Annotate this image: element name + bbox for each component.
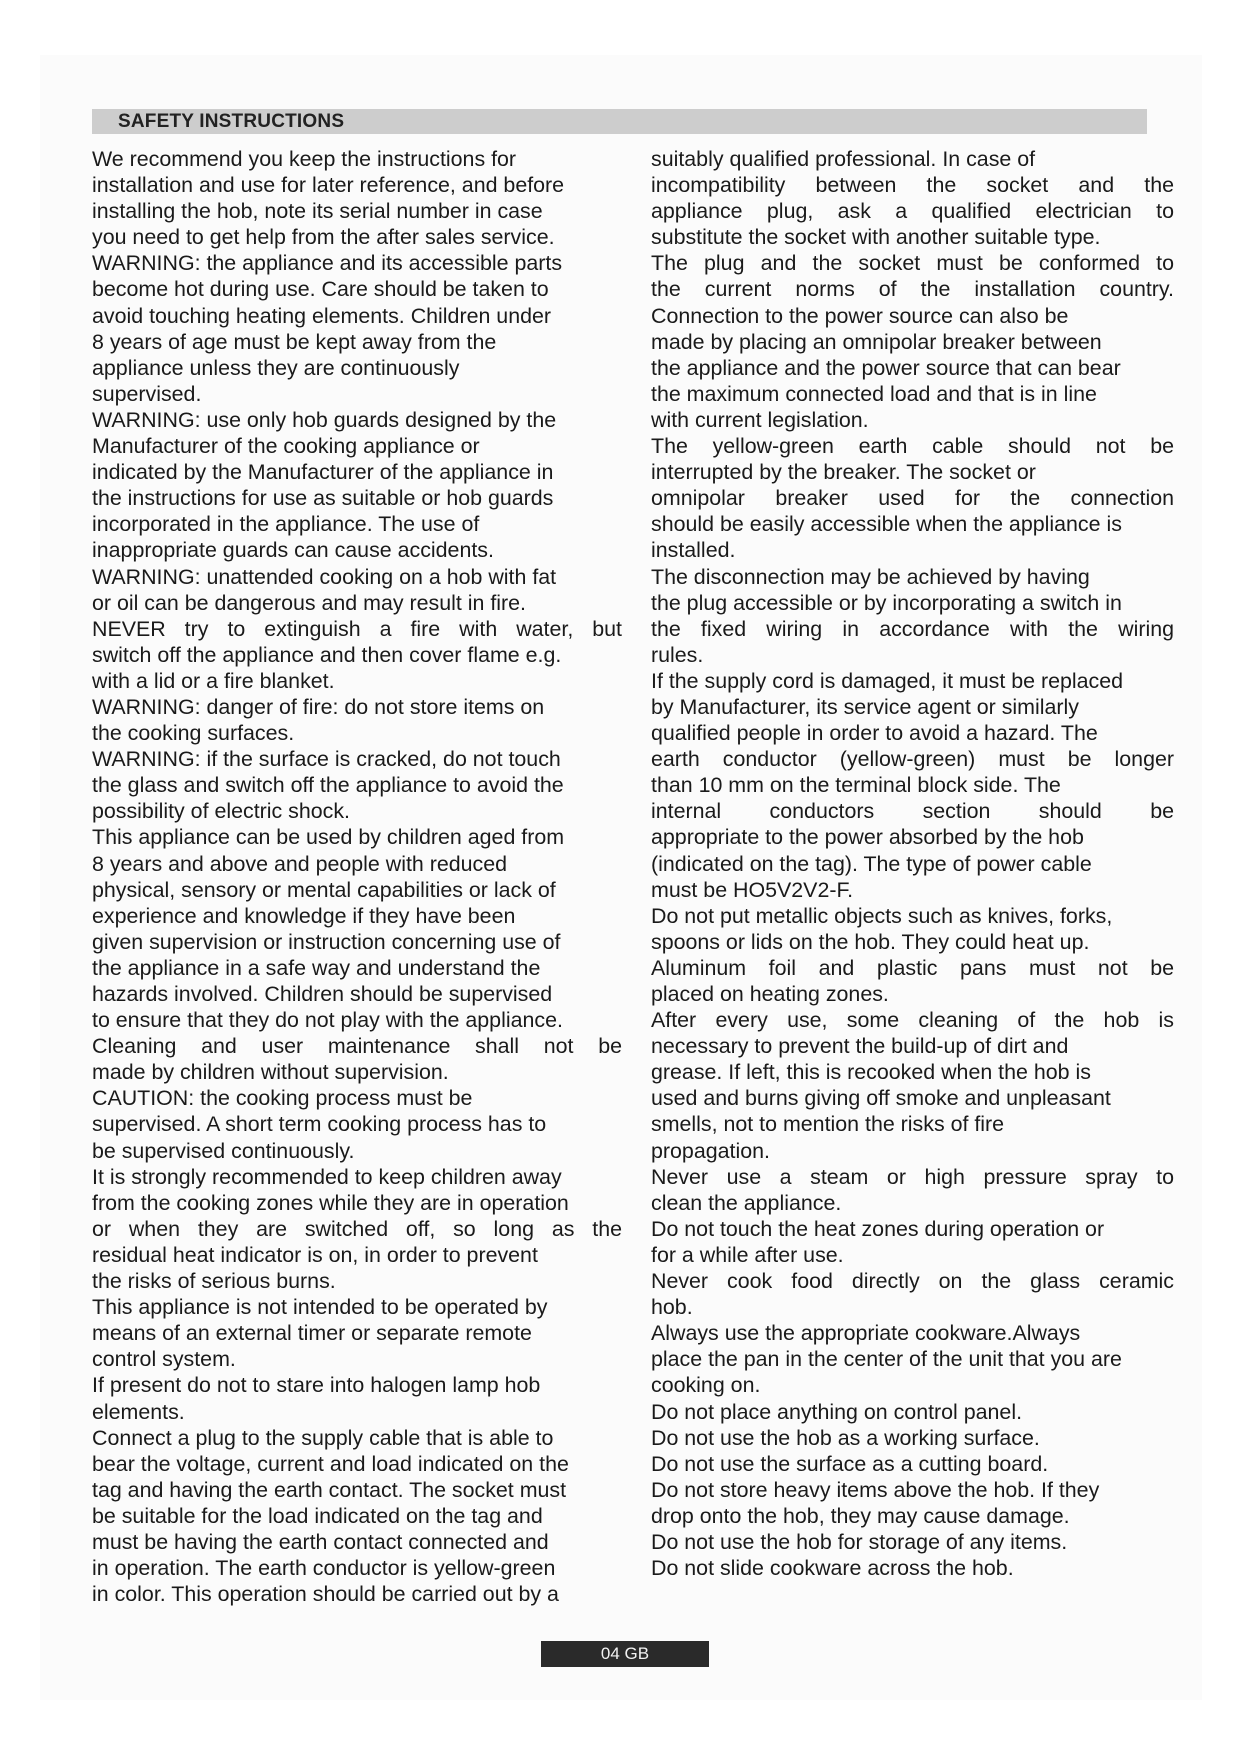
text-line: the instructions for use as suitable or hob guards: [92, 486, 554, 511]
left-text-column: [92, 146, 622, 1607]
text-line: residual heat indicator is on, in order to prevent: [92, 1242, 538, 1267]
text-line: smells, not to mention the risks of fire: [651, 1112, 1005, 1137]
text-line: installation and use for later reference, and before: [92, 173, 565, 198]
text-line: WARNING: use only hob guards designed by the: [92, 407, 557, 432]
text-line: internal conductors section should be: [651, 799, 1174, 824]
text-line: rules.: [651, 642, 704, 667]
text-line: hazards involved. Children should be supervised: [92, 982, 553, 1006]
text-line: (indicated on the tag). The type of power cable: [651, 851, 1092, 876]
text-line: by Manufacturer, its service agent or similarly: [651, 694, 1079, 719]
text-line: indicated by the Manufacturer of the appliance in: [92, 460, 554, 485]
text-line: cooking on.: [651, 1373, 761, 1398]
text-line: NEVER try to extinguish a fire with water, but: [92, 616, 622, 641]
text-line: for a while after use.: [651, 1242, 844, 1267]
text-line: WARNING: danger of fire: do not store items on: [92, 694, 545, 719]
text-line: from the cooking zones while they are in operation: [92, 1190, 569, 1215]
text-line: incompatibility between the socket and the: [651, 173, 1174, 198]
text-line: possibility of electric shock.: [92, 799, 350, 824]
text-line: substitute the socket with another suitable type.: [651, 225, 1101, 250]
text-line: incorporated in the appliance. The use of: [92, 512, 480, 537]
text-line: The yellow-green earth cable should not be: [651, 434, 1174, 459]
text-line: propagation.: [651, 1138, 770, 1163]
text-line: the glass and switch off the appliance to avoid the: [92, 773, 564, 798]
text-line: made by children without supervision.: [92, 1060, 449, 1085]
text-line: We recommend you keep the instructions for: [92, 147, 517, 171]
text-line: grease. If left, this is recooked when the hob is: [651, 1060, 1091, 1085]
section-title: SAFETY INSTRUCTIONS: [118, 111, 345, 132]
text-line: you need to get help from the after sales service.: [92, 225, 555, 250]
text-line: control system.: [92, 1347, 236, 1372]
text-line: qualified people in order to avoid a hazard. The: [651, 721, 1098, 746]
text-line: appliance plug, ask a qualified electrician to: [651, 199, 1174, 224]
text-line: the fixed wiring in accordance with the wiring: [651, 616, 1174, 641]
text-line: physical, sensory or mental capabilities or lack of: [92, 877, 556, 902]
right-text-column: [651, 146, 1174, 1581]
text-line: installing the hob, note its serial number in case: [92, 199, 543, 224]
text-line: appliance unless they are continuously: [92, 355, 460, 380]
text-line: hob.: [651, 1295, 693, 1320]
text-line: This appliance is not intended to be operated by: [92, 1295, 548, 1320]
text-line: in operation. The earth conductor is yellow-green: [92, 1556, 556, 1581]
text-line: place the pan in the center of the unit that you are: [651, 1347, 1122, 1372]
text-line: become hot during use. Care should be taken to: [92, 277, 549, 302]
text-line: Do not put metallic objects such as knives, forks,: [651, 903, 1113, 928]
text-line: must be having the earth contact connected and: [92, 1529, 549, 1554]
text-line: necessary to prevent the build-up of dirt and: [651, 1034, 1069, 1059]
text-line: Do not use the hob as a working surface.: [651, 1425, 1040, 1450]
text-line: to ensure that they do not play with the appliance.: [92, 1008, 563, 1033]
text-line: Do not touch the heat zones during operation or: [651, 1216, 1105, 1241]
text-line: or oil can be dangerous and may result in fire.: [92, 590, 526, 615]
text-line: clean the appliance.: [651, 1190, 842, 1215]
text-line: placed on heating zones.: [651, 982, 889, 1006]
text-line: WARNING: unattended cooking on a hob with fat: [92, 564, 557, 589]
text-line: Never use a steam or high pressure spray to: [651, 1164, 1174, 1189]
text-line: installed.: [651, 538, 736, 563]
text-line: earth conductor (yellow-green) must be longer: [651, 747, 1174, 772]
text-line: omnipolar breaker used for the connection: [651, 486, 1174, 511]
text-line: Connection to the power source can also be: [651, 303, 1069, 328]
text-line: the appliance in a safe way and understand the: [92, 955, 541, 980]
text-line: Do not use the hob for storage of any items.: [651, 1529, 1068, 1554]
text-line: This appliance can be used by children aged from: [92, 825, 565, 850]
text-line: The plug and the socket must be conformed to: [651, 251, 1174, 276]
text-line: be supervised continuously.: [92, 1138, 355, 1163]
text-line: made by placing an omnipolar breaker between: [651, 329, 1102, 354]
text-line: tag and having the earth contact. The socket must: [92, 1477, 567, 1502]
text-line: Do not store heavy items above the hob. If they: [651, 1477, 1100, 1502]
text-line: elements.: [92, 1399, 185, 1424]
text-line: It is strongly recommended to keep children away: [92, 1164, 562, 1189]
text-line: Always use the appropriate cookware.Always: [651, 1321, 1081, 1346]
text-line: interrupted by the breaker. The socket or: [651, 460, 1036, 485]
text-line: suitably qualified professional. In case of: [651, 147, 1036, 171]
text-line: the appliance and the power source that can bear: [651, 355, 1121, 380]
text-line: Do not slide cookware across the hob.: [651, 1556, 1014, 1581]
text-line: the cooking surfaces.: [92, 721, 295, 746]
text-line: Cleaning and user maintenance shall not be: [92, 1034, 622, 1059]
text-line: The disconnection may be achieved by having: [651, 564, 1090, 589]
text-line: switch off the appliance and then cover flame e.g.: [92, 642, 562, 667]
text-line: supervised.: [92, 381, 202, 406]
text-line: Never cook food directly on the glass ceramic: [651, 1269, 1174, 1294]
text-line: the maximum connected load and that is in line: [651, 381, 1097, 406]
text-line: than 10 mm on the terminal block side. The: [651, 773, 1061, 798]
text-line: appropriate to the power absorbed by the hob: [651, 825, 1084, 850]
text-line: be suitable for the load indicated on the tag and: [92, 1503, 543, 1528]
text-line: experience and knowledge if they have been: [92, 903, 516, 928]
page-number: 04 GB: [541, 1641, 709, 1667]
text-line: Connect a plug to the supply cable that is able to: [92, 1425, 554, 1450]
text-line: spoons or lids on the hob. They could heat up.: [651, 929, 1090, 954]
text-line: bear the voltage, current and load indicated on the: [92, 1451, 569, 1476]
text-line: means of an external timer or separate remote: [92, 1321, 532, 1346]
text-line: If present do not to stare into halogen lamp hob: [92, 1373, 541, 1398]
text-line: WARNING: if the surface is cracked, do not touch: [92, 747, 561, 772]
text-line: in color. This operation should be carried out by a: [92, 1582, 559, 1607]
text-line: avoid touching heating elements. Children under: [92, 303, 552, 328]
text-line: the plug accessible or by incorporating a switch in: [651, 590, 1122, 615]
section-header-bar: [92, 109, 1147, 134]
text-line: drop onto the hob, they may cause damage.: [651, 1503, 1070, 1528]
text-line: given supervision or instruction concerning use of: [92, 929, 561, 954]
text-line: with current legislation.: [651, 407, 869, 432]
text-line: used and burns giving off smoke and unpleasant: [651, 1086, 1111, 1111]
text-line: 8 years of age must be kept away from the: [92, 329, 497, 354]
text-line: with a lid or a fire blanket.: [92, 668, 335, 693]
text-line: should be easily accessible when the appliance is: [651, 512, 1122, 537]
text-line: the risks of serious burns.: [92, 1269, 336, 1294]
text-line: Aluminum foil and plastic pans must not be: [651, 955, 1174, 980]
text-line: Do not use the surface as a cutting board.: [651, 1451, 1049, 1476]
text-line: After every use, some cleaning of the hob is: [651, 1008, 1174, 1033]
text-line: supervised. A short term cooking process has to: [92, 1112, 547, 1137]
text-line: If the supply cord is damaged, it must be replaced: [651, 668, 1124, 693]
text-line: WARNING: the appliance and its accessible parts: [92, 251, 563, 276]
text-line: must be HO5V2V2-F.: [651, 877, 854, 902]
text-line: CAUTION: the cooking process must be: [92, 1086, 473, 1111]
text-line: inappropriate guards can cause accidents.: [92, 538, 494, 563]
text-line: Do not place anything on control panel.: [651, 1399, 1023, 1424]
text-line: 8 years and above and people with reduced: [92, 851, 508, 876]
text-line: the current norms of the installation country.: [651, 277, 1174, 302]
text-line: or when they are switched off, so long as the: [92, 1216, 622, 1241]
text-line: Manufacturer of the cooking appliance or: [92, 434, 480, 459]
